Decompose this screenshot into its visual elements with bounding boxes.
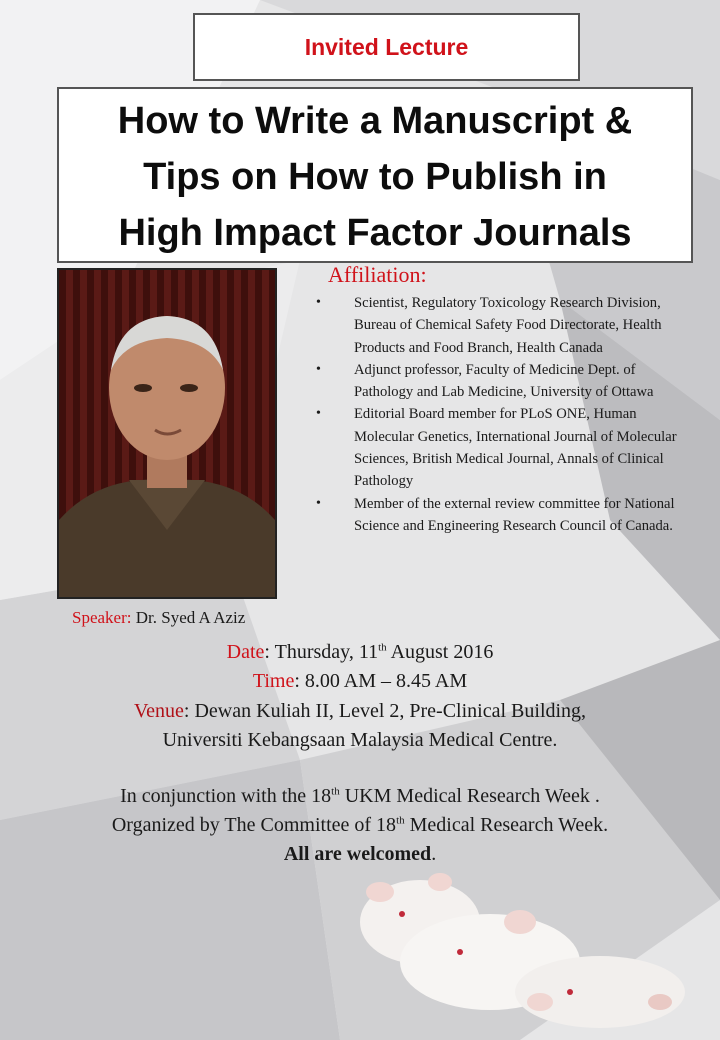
list-item: • Member of the external review committee for National Science and Engineering Research Council of Canada. bbox=[313, 493, 683, 538]
org-a: Organized by The Committee of 18 bbox=[111, 814, 397, 836]
org-b: Medical Research Week. bbox=[404, 814, 609, 836]
venue-line bbox=[0, 700, 720, 723]
conjunction-line bbox=[0, 785, 720, 808]
lab-mice-illustration bbox=[340, 852, 700, 1032]
venue-value: : Dewan Kuliah II, Level 2, Pre-Clinical Building, bbox=[183, 700, 587, 722]
time-label: Time bbox=[252, 670, 295, 692]
date-line bbox=[0, 641, 720, 664]
list-item: • Scientist, Regulatory Toxicology Research Division, Bureau of Chemical Safety Food Directorate, Health Products and Food Branch, Health Canada bbox=[313, 292, 683, 359]
conj-a: In conjunction with the 18 bbox=[120, 785, 332, 807]
time-line bbox=[0, 670, 720, 693]
venue-label: Venue bbox=[133, 700, 184, 722]
welcome-text: All are welcomed bbox=[283, 843, 432, 865]
speaker-label: Speaker: bbox=[72, 608, 132, 627]
date-value-a: : Thursday, 11 bbox=[264, 641, 379, 663]
time-value: : 8.00 AM – 8.45 AM bbox=[294, 670, 468, 692]
organized-line bbox=[0, 814, 720, 837]
invited-lecture-box bbox=[193, 13, 580, 81]
title-line-1: How to Write a Manuscript & bbox=[117, 100, 633, 142]
speaker-name: Dr. Syed A Aziz bbox=[131, 608, 246, 627]
affiliation-list bbox=[313, 292, 683, 537]
list-item: • Editorial Board member for PLoS ONE, Human Molecular Genetics, International Journal of Molecular Sciences, British Medical Journal, Annals of Clinical Pathology bbox=[313, 403, 683, 492]
list-item: • Adjunct professor, Faculty of Medicine Dept. of Pathology and Lab Medicine, University of Ottawa bbox=[313, 359, 683, 404]
speaker-line bbox=[72, 608, 245, 628]
conj-b: UKM Medical Research Week . bbox=[339, 785, 600, 807]
title-line-3: High Impact Factor Journals bbox=[118, 212, 632, 254]
org-sup: th bbox=[396, 814, 405, 827]
conj-sup: th bbox=[331, 785, 340, 798]
date-label: Date bbox=[226, 641, 265, 663]
venue-line-2: Universiti Kebangsaan Malaysia Medical Centre. bbox=[162, 729, 558, 751]
date-sup: th bbox=[378, 641, 387, 654]
welcome-dot: . bbox=[431, 843, 437, 865]
speaker-photo bbox=[57, 268, 277, 599]
invited-lecture-label: Invited Lecture bbox=[304, 34, 469, 60]
title-line-2: Tips on How to Publish in bbox=[143, 156, 607, 198]
lecture-title-box bbox=[57, 87, 693, 263]
date-value-b: August 2016 bbox=[386, 641, 494, 663]
affiliation-heading: Affiliation: bbox=[328, 262, 427, 287]
